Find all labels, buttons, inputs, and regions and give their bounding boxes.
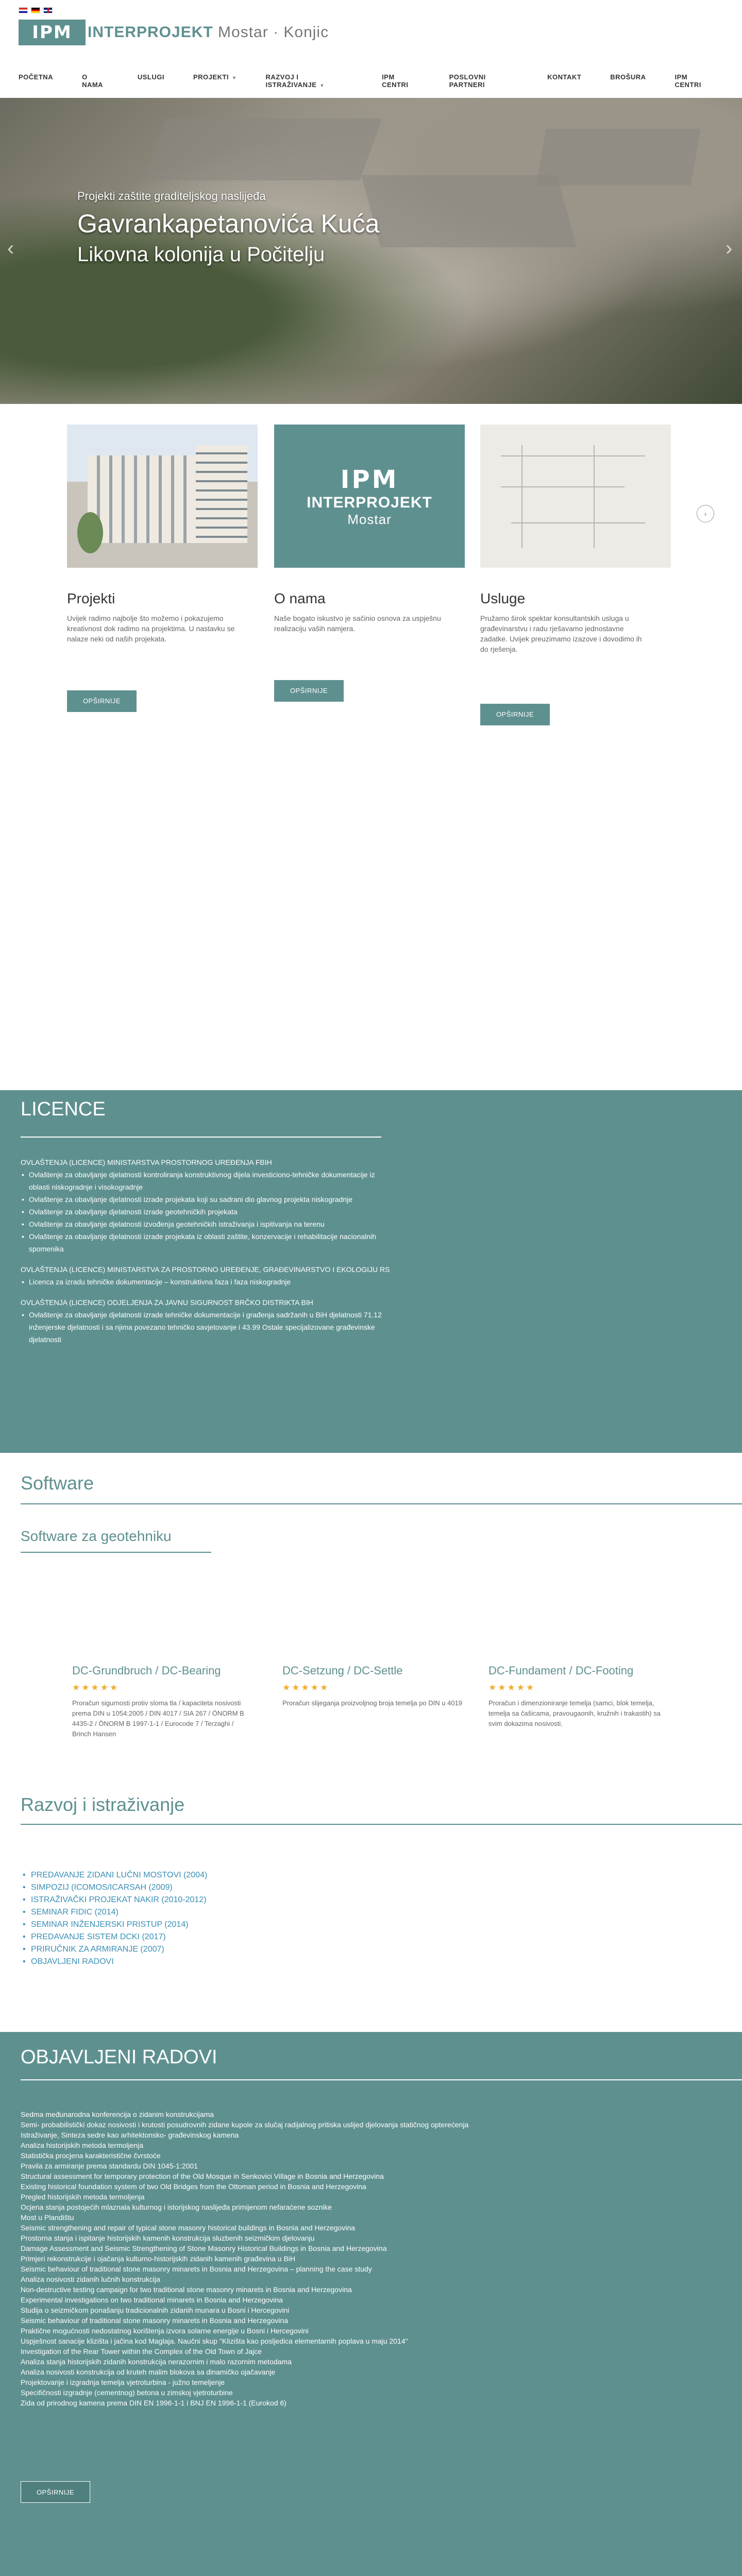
razvoj-link[interactable]: • PRIRUČNIK ZA ARMIRANJE (2007) [21, 1943, 330, 1956]
ipm-logo-mark: IPM [19, 20, 86, 45]
list-item: Zida od prirodnog kamena prema DIN EN 1996-1-1 i BNJ EN 1996-1-1 (Eurokod 6) [21, 2399, 286, 2407]
card-text: Pružamo širok spektar konsultantskih usluga u građevinarstvu i radu rješavamo jednostavne zadatke. Uvijek preuzimamo izazove i dovodimo ih do rješenja. [480, 614, 642, 653]
list-item: • Ovlaštenje za obavljanje djelatnosti izvođenja geotehničkih istraživanja i ispitivanja na terenu [21, 1218, 392, 1230]
nav-kontakt[interactable]: KONTAKT [547, 73, 582, 81]
card-text: Naše bogato iskustvo je sačinio osnova za uspješnu realizaciju vaših namjera. [274, 614, 441, 633]
licence-section [0, 1090, 742, 1453]
razvoj-link[interactable]: • SEMINAR FIDIC (2014) [21, 1906, 330, 1919]
list-item: Studija o seizmičkom ponašanju tradicionalnih zidanih munara u Bosni i Hercegovini [21, 2306, 290, 2314]
list-item: Sedma međunarodna konferencija o zidanim konstrukcijama [21, 2110, 214, 2119]
software-name[interactable]: DC-Fundament / DC-Footing [488, 1664, 634, 1677]
radovi-list [21, 2109, 536, 2408]
flag-de-icon[interactable] [31, 7, 40, 13]
slider-prev-icon[interactable]: ‹ [7, 237, 14, 260]
slider-next-icon[interactable]: › [726, 237, 733, 260]
razvoj-link[interactable]: • SEMINAR INŽENJERSKI PRISTUP (2014) [21, 1919, 330, 1931]
list-item: Semi- probabilistički dokaz nosivosti i krutosti posudrovnih zidane kupole za slučaj radijalnog pritiska uslijed djelovanja statičnog opterećenja [21, 2121, 469, 2129]
hero-slider [0, 98, 742, 404]
nav-ipm-centri[interactable]: IPM CENTRI [382, 73, 409, 89]
list-item: • Ovlaštenje za obavljanje djelatnosti izrade projekata iz oblasti zaštite, konzervacije i rehabilitacije nacionalnih spomenika [21, 1230, 392, 1255]
software-desc: Proračun slijeganja proizvoljnog broja temelja po DIN u 4019 [282, 1699, 463, 1707]
hero-kicker: Projekti zaštite graditeljskog naslijeđa [77, 190, 266, 202]
card-title: Projekti [67, 590, 115, 606]
list-item: Most u Plandištu [21, 2213, 74, 2222]
card-text: Uvijek radimo najbolje što možemo i pokazujemo kreativnost dok radimo na projektima. U nastavku se nalaze neki od naših projekata. [67, 614, 235, 643]
list-item: Analiza nosivosti konstrukcija od kruteh malim blokova sa dinamičko ojačavanje [21, 2368, 276, 2376]
rating-stars-icon: ★★★★★ [282, 1683, 330, 1692]
o-nama-more-button[interactable]: OPŠIRNIJE [274, 680, 344, 702]
razvoj-link[interactable]: • PREDAVANJE ZIDANI LUČNI MOSTOVI (2004) [21, 1869, 330, 1882]
nav-uslugi[interactable]: USLUGI [137, 73, 164, 81]
list-item: Analiza historijskih metoda termoljenja [21, 2141, 144, 2149]
software-name[interactable]: DC-Setzung / DC-Settle [282, 1664, 403, 1677]
software-item [282, 1664, 473, 1708]
list-item: Statistička procjena karakteristične čvrstoće [21, 2151, 161, 2160]
licence-group-heading: OVLAŠTENJA (LICENCE) MINISTARSTVA ZA PROSTORNO UREĐENJE, GRAĐEVINARSTVO I EKOLOGIJU RS [21, 1265, 390, 1274]
nav-projekti[interactable]: PROJEKTI ▼ [193, 73, 237, 81]
list-item: Prostorna stanja i ispitanje historijskih kamenih konstrukcija sluzbenih seizmičkim djelovanju [21, 2234, 315, 2242]
feature-cards [0, 404, 742, 718]
projekti-more-button[interactable]: OPŠIRNIJE [67, 690, 137, 712]
licence-list [21, 1276, 392, 1288]
software-desc: Proračun i dimenzioniranje temelja (samci, blok temelja, temelja sa čašicama, pravougaonih, kružnih i trakastih) sa svim dokazima nosivosti. [488, 1699, 661, 1727]
technical-drawing-image[interactable] [480, 425, 671, 568]
site-header [0, 0, 742, 98]
list-item: Praktične mogućnosti nedostatnog korištenja izvora solarne energije u Bosni i Hercegovini [21, 2327, 309, 2335]
licence-content [21, 1154, 392, 1346]
list-item: Structural assessment for temporary protection of the Old Mosque in Senkovici Village in Bosnia and Herzegovina [21, 2172, 384, 2180]
flag-en-icon[interactable] [43, 7, 53, 13]
chevron-down-icon: ▼ [319, 83, 325, 88]
hero-photo-roof [361, 175, 577, 247]
software-title: Software [21, 1472, 94, 1494]
list-item: Non-destructive testing campaign for two traditional stone masonry minarets in Bosnia and Herzegovina [21, 2285, 352, 2294]
list-item: Ocjena stanja postojećih mlaznala kulturnog i istorijskog naslijeđa primijenom nefaraćene soznike [21, 2203, 332, 2211]
list-item: Pregled historijskih metoda termoljenja [21, 2193, 145, 2201]
brand-location: Mostar · Konjic [218, 24, 329, 41]
hero-photo-roof [143, 118, 382, 180]
razvoj-link[interactable]: • PREDAVANJE SISTEM DCKI (2017) [21, 1931, 330, 1943]
software-item [488, 1664, 679, 1729]
software-item [72, 1664, 263, 1739]
nav-poslovni-partneri[interactable]: POSLOVNI PARTNERI [449, 73, 486, 89]
licence-list [21, 1168, 392, 1255]
card-title: O nama [274, 590, 326, 606]
ipm-logo-image[interactable]: IPM INTERPROJEKT Mostar [274, 425, 465, 568]
cards-next-icon[interactable]: › [697, 505, 714, 522]
licence-group-heading: OVLAŠTENJA (LICENCE) ODJELJENJA ZA JAVNU SIGURNOST BRČKO DISTRIKTA BIH [21, 1298, 313, 1307]
list-item: Damage Assessment and Seismic Strengthening of Stone Masonry Historical Buildings in Bosnia and Herzegovina [21, 2244, 387, 2252]
nav-o-nama[interactable]: O NAMA [82, 73, 104, 89]
list-item: • Ovlaštenje za obavljanje djelatnosti kontroliranja konstruktivnog dijela investiciono-tehničke dokumentacije iz oblasti niskogradnje i visokogradnje [21, 1168, 392, 1193]
licence-title: LICENCE [21, 1098, 106, 1120]
main-nav [19, 68, 742, 94]
hero-photo-roof [536, 129, 700, 185]
radovi-more-button[interactable]: OPŠIRNIJE [21, 2481, 90, 2503]
razvoj-link[interactable]: • ISTRAŽIVAČKI PROJEKAT NAKIR (2010-2012) [21, 1894, 330, 1906]
nav-ipm-centri-2[interactable]: IPM CENTRI [674, 73, 701, 89]
flag-hr-icon[interactable] [19, 7, 28, 13]
list-item: Specifičnosti izgradnje (cementnog) betona u zimskoj vjetroturbine [21, 2388, 233, 2397]
software-desc: Proračun sigurnosti protiv sloma tla / kapaciteta nosivosti prema DIN u 1054:2005 / DIN 4017 / SIA 267 / ÖNORM B 4435-2 / ÖNORM B 1997-1-1 / Eurocode 7 / Terzaghi / Brinch Hansen [72, 1699, 244, 1738]
list-item: • Ovlaštenje za obavljanje djelatnosti izrade projekata koji su sadrani dio glavnog projekta niskogradnje [21, 1193, 392, 1206]
list-item: Analiza nosivosti zidanih lučnih konstrukcija [21, 2275, 160, 2283]
list-item: • Ovlaštenje za obavljanje djelatnosti izrade tehničke dokumentacije i građenja sadržanih u BiH djelatnosti 71.12 inženjerske djelatnosti i sa njima povezano tehničko savjetovanje i 43.99 Ostale specijalizovane građevinske djelatnosti [21, 1309, 392, 1346]
rating-stars-icon: ★★★★★ [488, 1683, 536, 1692]
list-item: Analiza stanja historijskih zidanih konstrukcija nerazornim i malo razornim metodama [21, 2358, 292, 2366]
razvoj-link[interactable]: • OBJAVLJENI RADOVI [21, 1956, 330, 1968]
list-item: Seismic behaviour of traditional stone masonry minarets in Bosnia and Herzegovina [21, 2316, 289, 2325]
site-logo[interactable] [19, 20, 329, 45]
hero-title: Gavrankapetanovića Kuća [77, 209, 380, 238]
list-item: Seismic strengthening and repair of typical stone masonry historical buildings in Bosnia and Herzegovina [21, 2224, 356, 2232]
razvoj-title: Razvoj i istraživanje [21, 1794, 185, 1815]
list-item: Investigation of the Rear Tower within the Complex of the Old Town of Jajce [21, 2347, 262, 2355]
licence-list [21, 1309, 392, 1346]
list-item: Projektovanje i izgradnja temelja vjetroturbina - južno temeljenje [21, 2378, 225, 2386]
rating-stars-icon: ★★★★★ [72, 1683, 120, 1692]
razvoj-link[interactable]: • SIMPOZIJ (ICOMOS/ICARSAH (2009) [21, 1882, 330, 1894]
nav-razvoj[interactable]: RAZVOJ I ISTRAŽIVANJE ▼ [265, 73, 325, 89]
nav-brosura[interactable]: BROŠURA [610, 73, 646, 81]
nav-pocetna[interactable]: POČETNA [19, 73, 54, 81]
chevron-down-icon: ▼ [232, 75, 237, 80]
list-item: • Ovlaštenje za obavljanje djelatnosti izrade geotehničkih projekata [21, 1206, 392, 1218]
radovi-title: OBJAVLJENI RADOVI [21, 2046, 217, 2068]
list-item: Seismic behaviour of traditional stone masonry minarets in Bosnia and Herzegovina – planning the case study [21, 2265, 372, 2273]
licence-group-heading: OVLAŠTENJA (LICENCE) MINISTARSTVA PROSTORNOG UREĐENJA FBIH [21, 1158, 272, 1166]
hero-subtitle: Likovna kolonija u Počitelju [77, 243, 325, 266]
razvoj-list [21, 1869, 330, 1968]
list-item: Pravila za armiranje prema standardu DIN 1045-1:2001 [21, 2162, 198, 2170]
list-item: Primjeri rekonstrukcije i ojačanja kulturno-historijskih zidanih kamenih građevina u BiH [21, 2255, 296, 2263]
brand-name: INTERPROJEKT [88, 24, 213, 41]
list-item: Istraživanje, Sinteza sedre kao arhitektonsko- građevinskog kamena [21, 2131, 239, 2139]
software-name[interactable]: DC-Grundbruch / DC-Bearing [72, 1664, 221, 1677]
language-switcher [19, 7, 53, 13]
card-title: Usluge [480, 590, 526, 606]
building-image[interactable] [67, 425, 258, 568]
usluge-more-button[interactable]: OPŠIRNIJE [480, 704, 550, 725]
list-item: • Licenca za izradu tehničke dokumentacije – konstruktivna faza i faza niskogradnje [21, 1276, 392, 1288]
list-item: Experimental investigations on two traditional minarets in Bosnia and Herzegovina [21, 2296, 283, 2304]
list-item: Existing historical foundation system of two Old Bridges from the Ottoman period in Bosnia and Herzegovina [21, 2182, 366, 2191]
list-item: Uspješnost sanacije klizišta i jačina kod Maglaja. Naučni skup "Klizišta kao posljedica elementarnih poplava u maju 2014" [21, 2337, 408, 2345]
software-subtitle: Software za geotehniku [21, 1528, 172, 1544]
